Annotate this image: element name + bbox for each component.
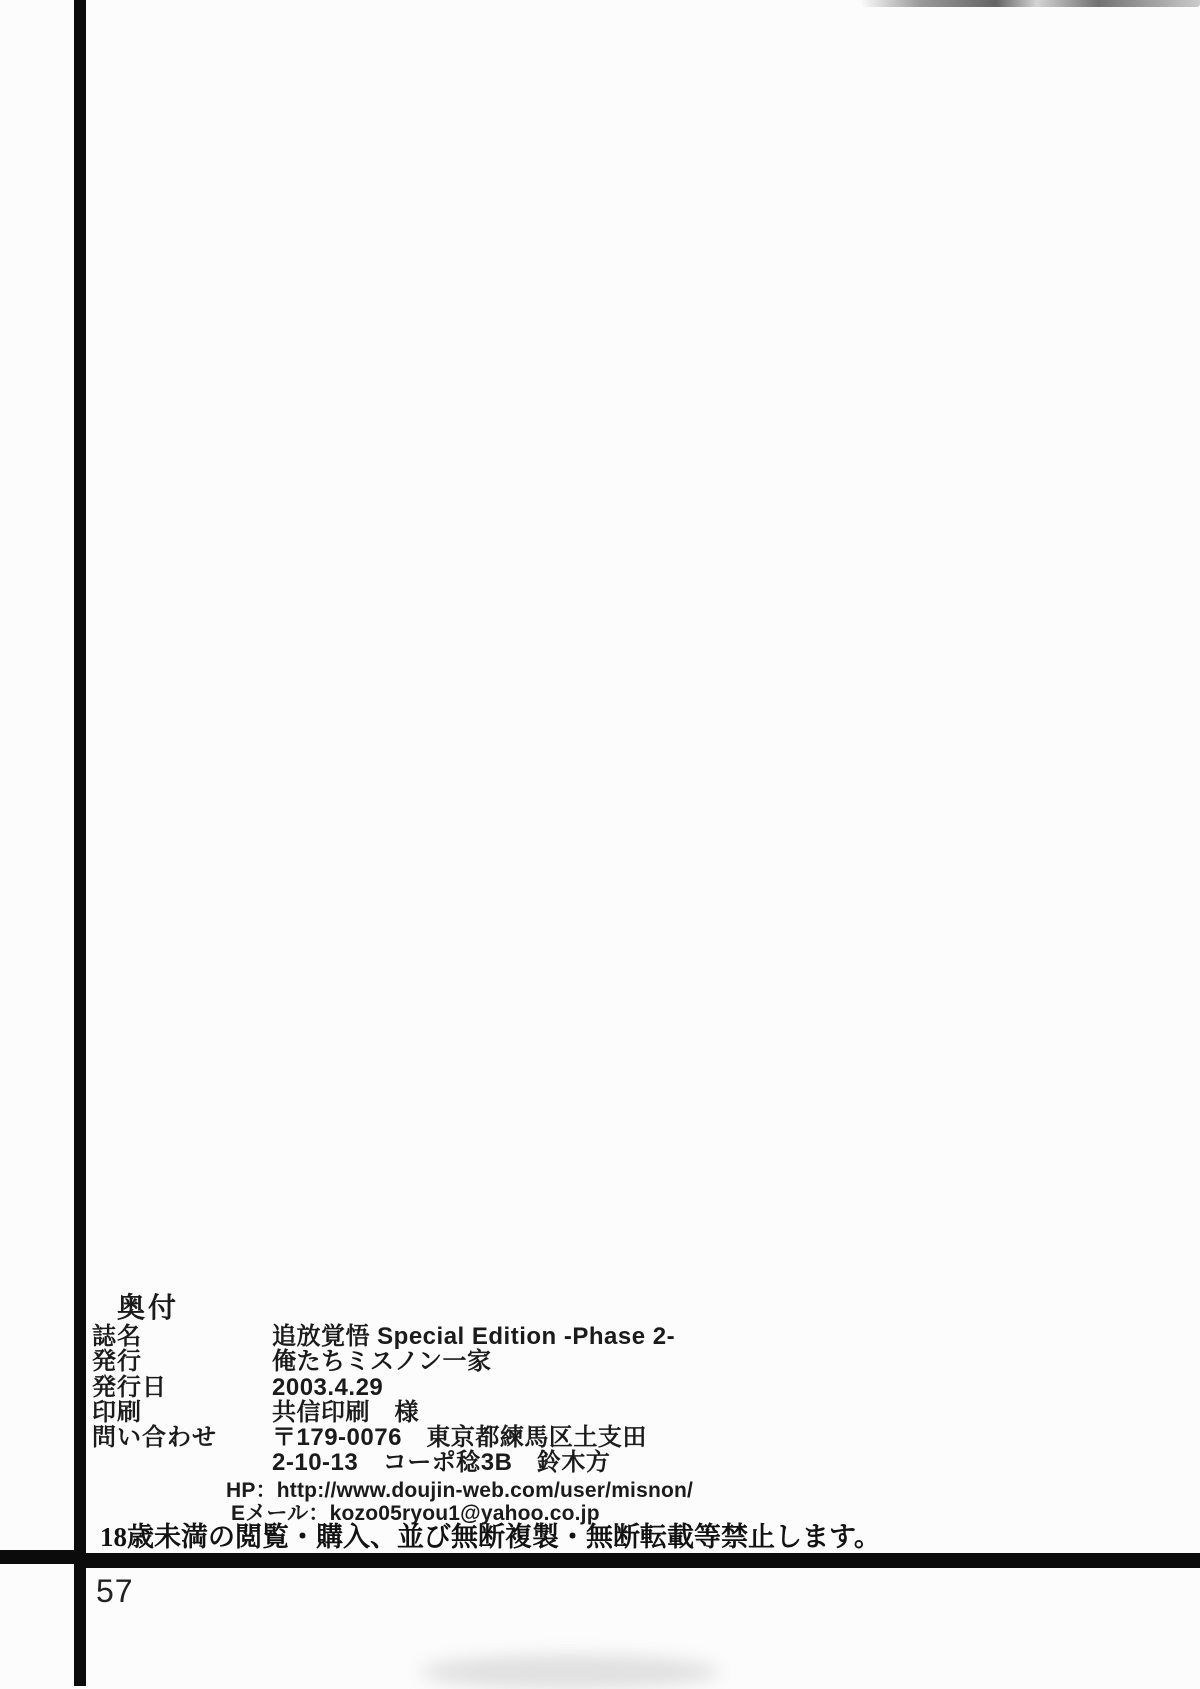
homepage-url: HP：http://www.doujin-web.com/user/misnon/ [226,1479,694,1502]
row-label: 印刷 [92,1398,142,1426]
colophon-heading: 奥付 [117,1292,180,1323]
row-value: 2003.4.29 [272,1373,384,1401]
row-label: 問い合わせ [92,1424,217,1452]
email-address: Eメール：kozo05ryou1@yahoo.co.jp [231,1502,600,1525]
page-number: 57 [96,1573,134,1609]
table-row-contact-address [92,1425,675,1450]
age-warning-text: 18歳未満の閲覧・購入、並び無断複製・無断転載等禁止します。 [100,1522,881,1552]
row-value: 2-10-13 コーポ稔3B 鈴木方 [272,1449,611,1477]
bottom-rule [76,1553,1200,1568]
table-row-publisher [92,1349,675,1374]
table-row-title [92,1324,675,1349]
table-row-publication-date [92,1375,675,1400]
scan-edge-artifact [860,0,1200,7]
row-label: 発行 [92,1348,142,1376]
left-border-bar [74,0,86,1686]
scan-smudge [420,1655,720,1689]
table-row-printer [92,1400,675,1425]
row-label [92,1450,272,1475]
row-value: 共信印刷 様 [272,1398,419,1426]
row-label: 誌名 [92,1323,142,1350]
table-row-contact-address-2 [92,1450,675,1475]
row-value: 〒179-0076 東京都練馬区土支田 [272,1424,647,1452]
colophon-table [92,1324,675,1476]
row-value: 追放覚悟 Special Edition -Phase 2- [272,1323,676,1350]
bottom-rule-left-segment [0,1550,76,1564]
row-value: 俺たちミスノン一家 [272,1348,492,1376]
row-label: 発行日 [92,1373,167,1401]
